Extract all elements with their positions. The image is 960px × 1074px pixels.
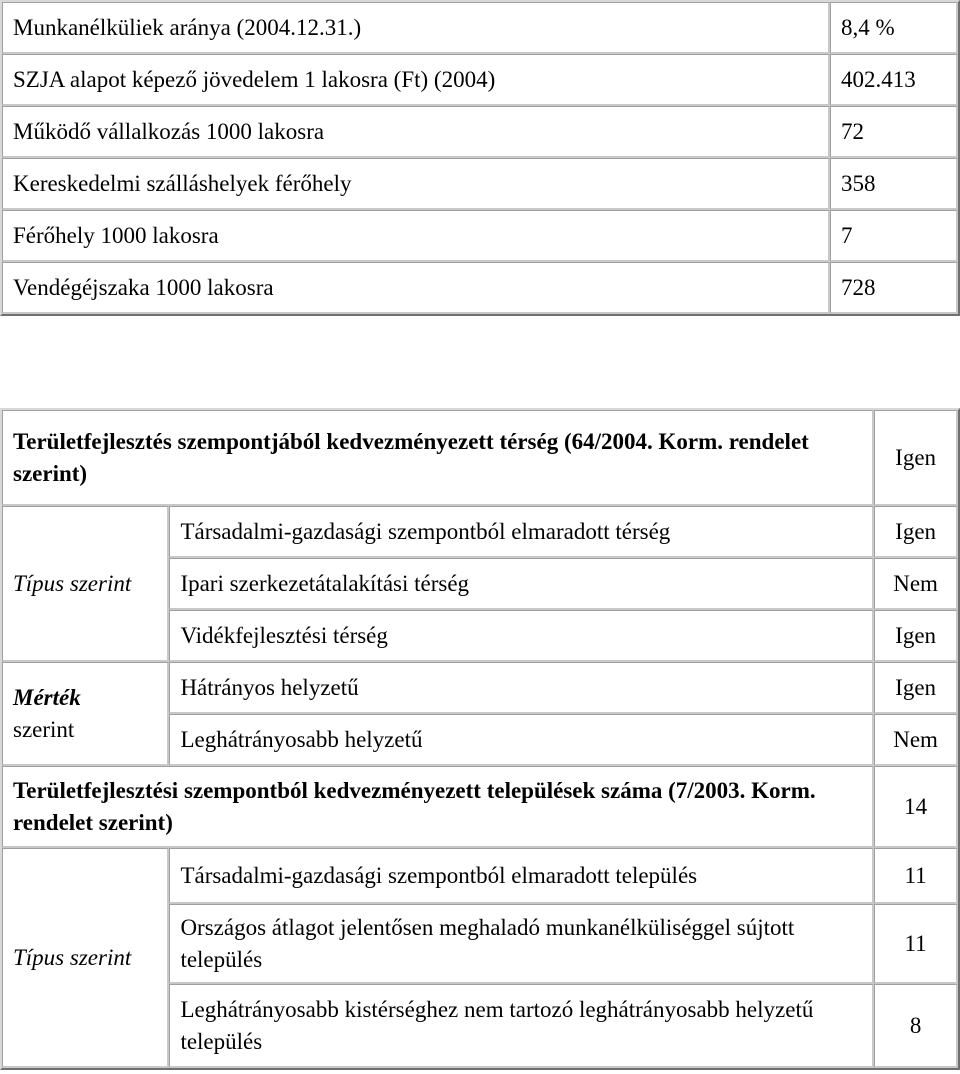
table-row <box>2 848 958 904</box>
development-table <box>0 408 960 1070</box>
table-row <box>2 158 958 210</box>
settlement-header-row <box>2 766 958 848</box>
stat-label: Vendégéjszaka 1000 lakosra <box>2 262 830 314</box>
stat-value: 8,4 % <box>830 2 958 54</box>
mertek-label-line2: szerint <box>13 716 75 742</box>
stat-label: Kereskedelmi szálláshelyek férőhely <box>2 158 830 210</box>
region-item-value: Nem <box>874 558 958 610</box>
region-item-label: Vidékfejlesztési térség <box>169 610 874 662</box>
stat-label: Férőhely 1000 lakosra <box>2 210 830 262</box>
stat-value: 7 <box>830 210 958 262</box>
region-item-value: Igen <box>874 662 958 714</box>
stat-label: Munkanélküliek aránya (2004.12.31.) <box>2 2 830 54</box>
table-row <box>2 106 958 158</box>
stat-label: SZJA alapot képező jövedelem 1 lakosra (Ft) (2004) <box>2 54 830 106</box>
settlement-item-value: 11 <box>874 904 958 984</box>
region-item-value: Igen <box>874 610 958 662</box>
settlement-tipus-label: Típus szerint <box>2 848 169 1068</box>
settlement-header: Területfejlesztési szempontból kedvezményezett települések száma (7/2003. Korm. rendelet szerint) <box>2 766 874 848</box>
settlement-item-label: Leghátrányosabb kistérséghez nem tartozó leghátrányosabb helyzetű település <box>169 984 874 1068</box>
mertek-szerint-label <box>2 662 169 766</box>
stat-value: 402.413 <box>830 54 958 106</box>
tipus-szerint-label: Típus szerint <box>2 506 169 662</box>
settlement-item-label: Országos átlagot jelentősen meghaladó munkanélküliséggel sújtott település <box>169 904 874 984</box>
region-header-value: Igen <box>874 410 958 506</box>
stat-value: 358 <box>830 158 958 210</box>
stat-label: Működő vállalkozás 1000 lakosra <box>2 106 830 158</box>
table-row <box>2 262 958 314</box>
table-row <box>2 506 958 558</box>
table-row <box>2 662 958 714</box>
table-row <box>2 210 958 262</box>
region-header: Területfejlesztés szempontjából kedvezményezett térség (64/2004. Korm. rendelet szerint) <box>2 410 874 506</box>
region-item-label: Társadalmi-gazdasági szempontból elmaradott térség <box>169 506 874 558</box>
region-item-label: Hátrányos helyzetű <box>169 662 874 714</box>
stat-value: 728 <box>830 262 958 314</box>
statistics-table <box>0 0 960 316</box>
mertek-label-line1: Mérték <box>13 684 81 710</box>
table-row <box>2 54 958 106</box>
region-item-value: Igen <box>874 506 958 558</box>
region-header-row <box>2 410 958 506</box>
settlement-header-value: 14 <box>874 766 958 848</box>
region-item-value: Nem <box>874 714 958 766</box>
settlement-item-value: 11 <box>874 848 958 904</box>
stat-value: 72 <box>830 106 958 158</box>
settlement-item-label: Társadalmi-gazdasági szempontból elmaradott település <box>169 848 874 904</box>
settlement-item-value: 8 <box>874 984 958 1068</box>
table-row <box>2 2 958 54</box>
region-item-label: Leghátrányosabb helyzetű <box>169 714 874 766</box>
region-item-label: Ipari szerkezetátalakítási térség <box>169 558 874 610</box>
